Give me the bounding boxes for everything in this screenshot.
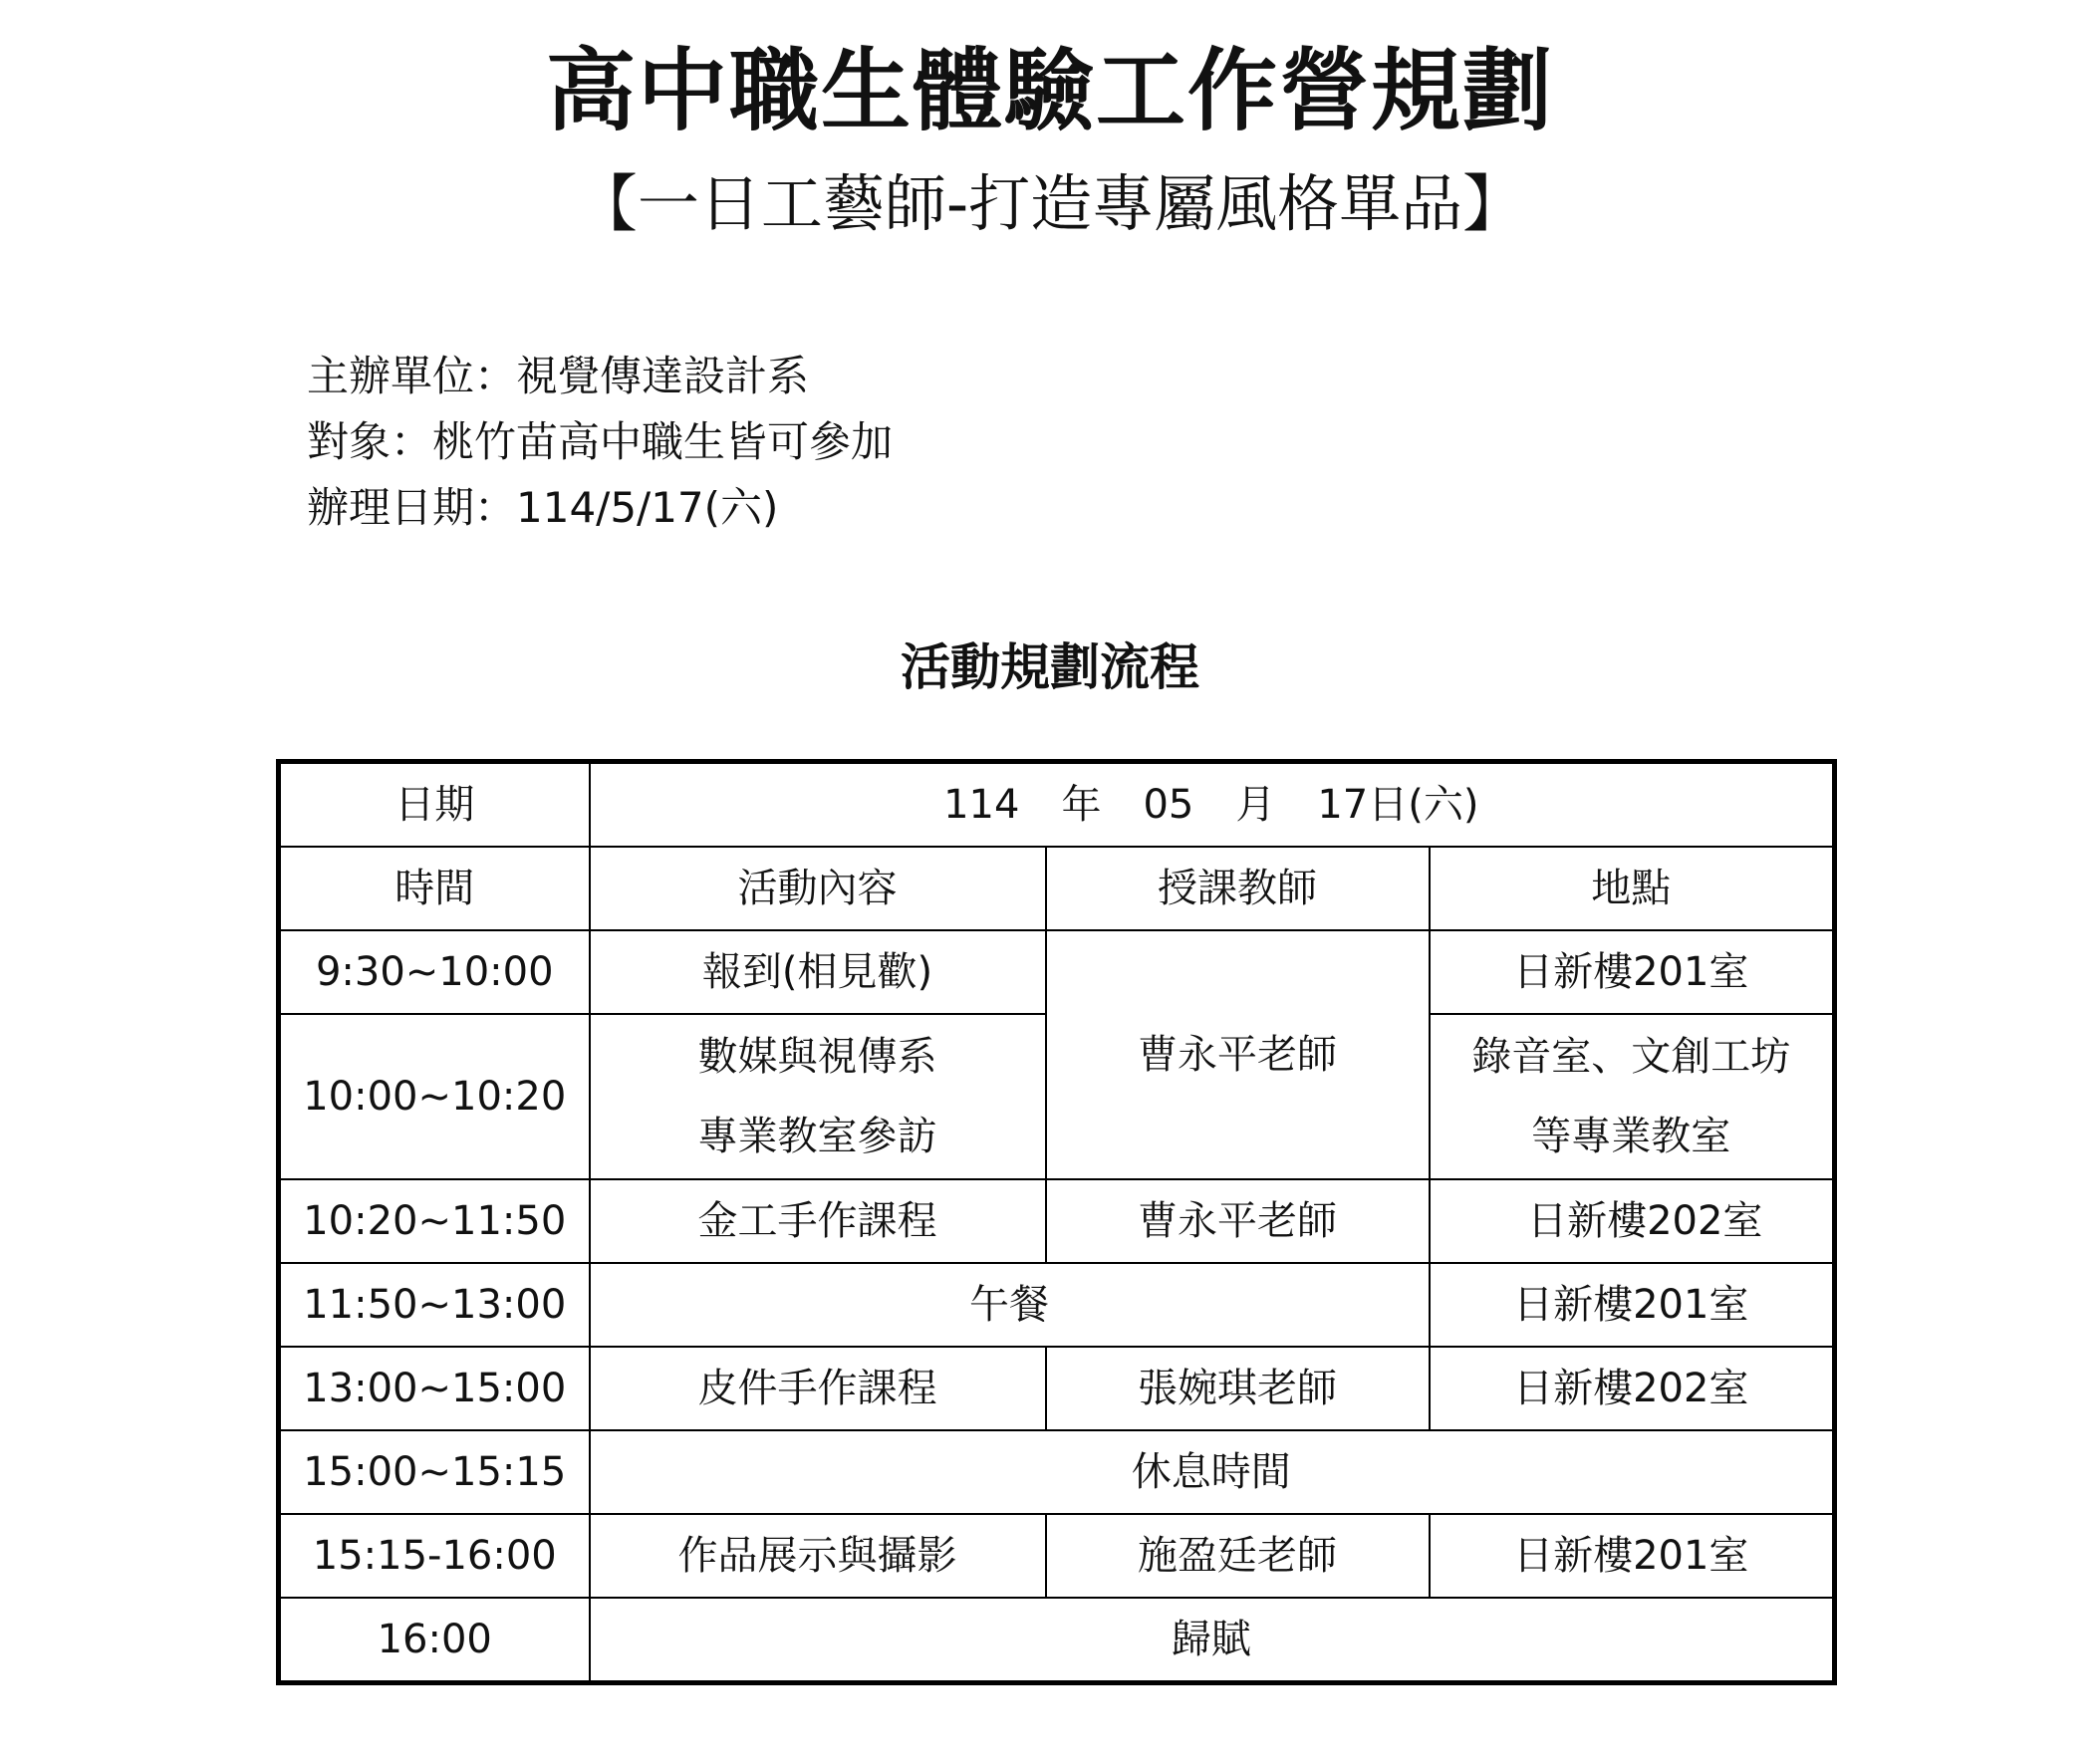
info-block [307,344,893,541]
table-row [279,1430,1835,1514]
header-row [279,847,1835,930]
location-line-2: 等專業教室 [1531,1114,1731,1159]
teacher-cell: 施盈廷老師 [1046,1514,1430,1598]
activity-cell: 作品展示與攝影 [590,1514,1046,1598]
activity-cell: 午餐 [590,1263,1430,1347]
date-label-cell: 日期 [279,762,590,848]
table-row [279,1179,1835,1263]
table-row [279,1347,1835,1430]
time-cell: 10:00~10:20 [279,1014,590,1179]
time-cell: 13:00~15:00 [279,1347,590,1430]
activity-cell: 歸賦 [590,1598,1835,1683]
location-line-1: 錄音室、文創工坊 [1471,1034,1791,1080]
date-value-cell [590,762,1835,848]
location-cell: 日新樓202室 [1430,1347,1835,1430]
activity-cell [590,1014,1046,1179]
location-cell [1430,1014,1835,1179]
table-row [279,1514,1835,1598]
table-row [279,1263,1835,1347]
date-month-unit: 月 [1235,782,1276,828]
header-time: 時間 [279,847,590,930]
header-location: 地點 [1430,847,1835,930]
date-year: 114 [943,782,1020,828]
teacher-cell: 張婉琪老師 [1046,1347,1430,1430]
activity-cell: 報到(相見歡) [590,930,1046,1014]
time-cell: 11:50~13:00 [279,1263,590,1347]
location-cell: 日新樓201室 [1430,1263,1835,1347]
location-cell: 日新樓201室 [1430,1514,1835,1598]
location-cell: 日新樓201室 [1430,930,1835,1014]
time-cell: 15:00~15:15 [279,1430,590,1514]
teacher-cell: 曹永平老師 [1046,930,1430,1179]
event-date-line: 辦理日期：114/5/17(六) [307,483,779,532]
audience-line: 對象：桃竹苗高中職生皆可參加 [307,417,894,466]
table-row [279,1598,1835,1683]
date-row [279,762,1835,848]
time-cell: 16:00 [279,1598,590,1683]
location-cell: 日新樓202室 [1430,1179,1835,1263]
activity-cell: 休息時間 [590,1430,1835,1514]
page-subtitle: 【一日工藝師-打造專屬風格單品】 [575,167,1525,240]
schedule-heading: 活動規劃流程 [901,638,1199,696]
header-activity: 活動內容 [590,847,1046,930]
time-cell: 15:15-16:00 [279,1514,590,1598]
activity-cell: 金工手作課程 [590,1179,1046,1263]
time-cell: 10:20~11:50 [279,1179,590,1263]
date-year-unit: 年 [1061,782,1102,828]
date-month: 05 [1143,782,1194,828]
activity-cell: 皮件手作課程 [590,1347,1046,1430]
page-title: 高中職生體驗工作營規劃 [546,39,1554,143]
date-day: 17日(六) [1317,782,1479,828]
header-teacher: 授課教師 [1046,847,1430,930]
activity-line-2: 專業教室參訪 [697,1114,937,1159]
table-row [279,930,1835,1014]
teacher-cell: 曹永平老師 [1046,1179,1430,1263]
organizer-line: 主辦單位：視覺傳達設計系 [307,352,810,400]
schedule-table [276,759,1837,1685]
time-cell: 9:30~10:00 [279,930,590,1014]
activity-line-1: 數媒與視傳系 [697,1034,937,1080]
